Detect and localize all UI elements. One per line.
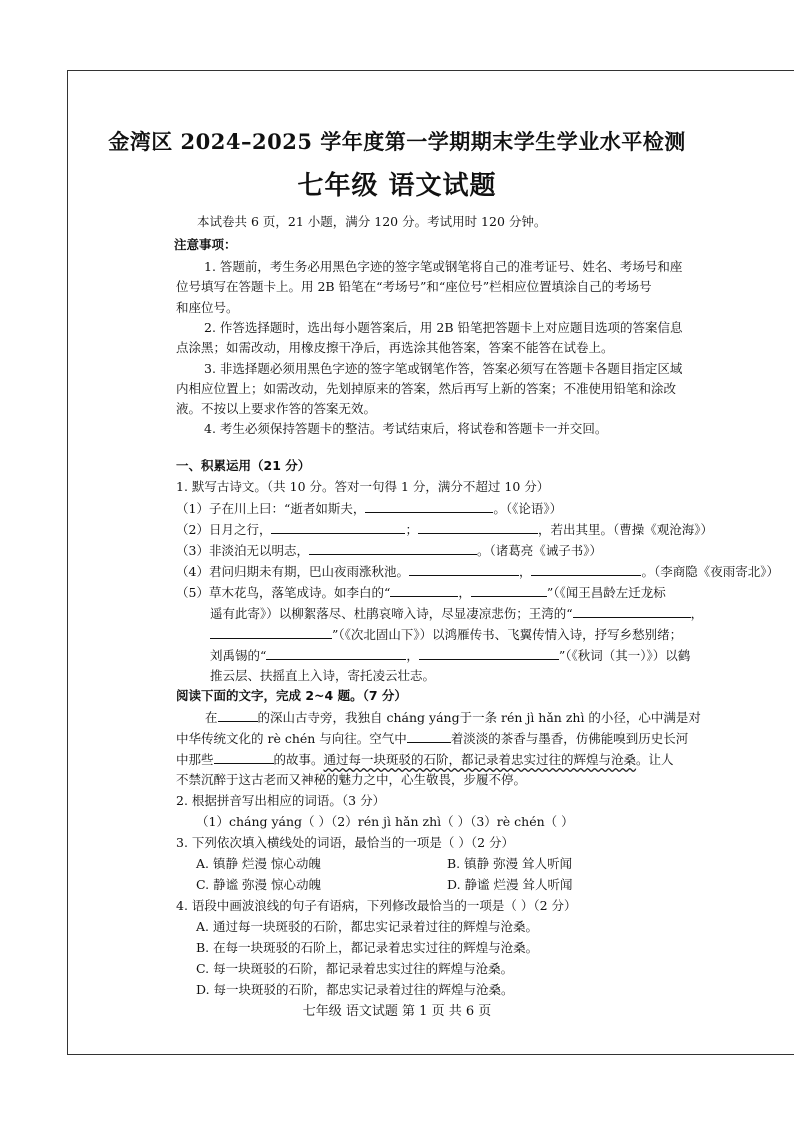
- note-line: 内相应位置上；如需改动，先划掉原来的答案，然后再写上新的答案；不准使用铅笔和涂改: [176, 381, 677, 396]
- question-2-answers: （1）cháng yáng（ ）（2）rén jì hǎn zhì（ ）（3）rè chén（ ）: [196, 814, 574, 829]
- answer-blank[interactable]: [407, 730, 451, 743]
- answer-blank[interactable]: [390, 584, 458, 597]
- page-footer: 七年级 语文试题 第 1 页 共 6 页: [302, 1004, 492, 1019]
- answer-blank[interactable]: [409, 563, 519, 576]
- answer-blank[interactable]: [419, 647, 559, 660]
- note-line: 2. 作答选择题时，选出每小题答案后，用 2B 铅笔把答题卡上对应题目选项的答案信息: [204, 320, 683, 335]
- answer-blank[interactable]: [214, 751, 274, 764]
- option-a[interactable]: A. 镇静 烂漫 惊心动魄: [196, 856, 321, 871]
- question-3-stem: 3. 下列依次填入横线处的词语，最恰当的一项是（ ）（2 分）: [176, 835, 515, 850]
- question-1-stem: 1. 默写古诗文。（共 10 分。答对一句得 1 分，满分不超过 10 分）: [176, 479, 550, 494]
- answer-blank[interactable]: [210, 626, 332, 639]
- answer-blank[interactable]: [365, 500, 493, 513]
- question-1-item-5: （5）草木花鸟，落笔成诗。如李白的“ ， ”（《闻王昌龄左迁龙标: [176, 585, 666, 600]
- question-1-item-5-line: ”（《次北固山下》）以鸿雁传书、飞翼传情入诗，抒写乡愁别绪；: [210, 626, 682, 643]
- question-1-item-3: （3）非淡泊无以明志， 。（诸葛亮《诫子书》）: [176, 543, 602, 558]
- note-line: 3. 非选择题必须用黑色字迹的签字笔或钢笔作答，答案必须写在答题卡各题目指定区域: [204, 361, 683, 376]
- question-4-stem: 4. 语段中画波浪线的句子有语病，下列修改最恰当的一项是（ ）（2 分）: [176, 898, 577, 913]
- answer-blank[interactable]: [309, 542, 477, 555]
- note-line: 位号填写在答题卡上。用 2B 铅笔在“考场号”和“座位号”栏相应位置填涂自己的考场号: [176, 279, 652, 294]
- option-d[interactable]: D. 静谧 烂漫 耸人听闻: [447, 877, 573, 892]
- reading-heading: 阅读下面的文字，完成 2~4 题。（7 分）: [176, 688, 407, 703]
- option-a[interactable]: A. 通过每一块斑驳的石阶，都忠实记录着过往的辉煌与沧桑。: [196, 919, 538, 934]
- note-line: 和座位号。: [176, 300, 239, 315]
- wavy-sentence: 通过每一块斑驳的石阶，都记录着忠实过往的辉煌与沧桑: [323, 752, 637, 767]
- intro-text: 本试卷共 6 页，21 小题，满分 120 分。考试用时 120 分钟。: [197, 214, 547, 229]
- answer-blank[interactable]: [471, 584, 547, 597]
- note-line: 点涂黑；如需改动，用橡皮擦干净后，再选涂其他答案，答案不能答在试卷上。: [176, 340, 614, 355]
- section-heading: 一、积累运用（21 分）: [176, 458, 311, 473]
- answer-blank[interactable]: [271, 521, 405, 534]
- reading-passage-line: 在 的深山古寺旁，我独自 cháng yáng于一条 rén jì hǎn zhì 的小径，心中满是对: [205, 710, 701, 725]
- option-c[interactable]: C. 每一块斑驳的石阶，都记录着忠实过往的辉煌与沧桑。: [196, 961, 514, 976]
- answer-blank[interactable]: [266, 647, 406, 660]
- option-c[interactable]: C. 静谧 弥漫 惊心动魄: [196, 877, 322, 892]
- reading-passage-line: 不禁沉醉于这古老而又神秘的魅力之中，心生敬畏，步履不停。: [176, 772, 527, 787]
- answer-blank[interactable]: [418, 521, 538, 534]
- option-b[interactable]: B. 镇静 弥漫 耸人听闻: [447, 856, 573, 871]
- question-1-item-5-line: 刘禹锡的“ ， ”（《秋词（其一）》）以鹤: [210, 648, 691, 663]
- note-line: 4. 考生必须保持答题卡的整洁。考试结束后，将试卷和答题卡一并交回。: [204, 421, 608, 436]
- exam-title: 金湾区 2024–2025 学年度第一学期期末学生学业水平检测: [108, 129, 686, 154]
- exam-subtitle: 七年级 语文试题: [297, 171, 497, 201]
- option-b[interactable]: B. 在每一块斑驳的石阶上，都记录着忠实过往的辉煌与沧桑。: [196, 940, 539, 955]
- reading-passage-line: 中华传统文化的 rè chén 与向往。空气中 着淡淡的茶香与墨香，仿佛能嗅到历史长河: [176, 731, 689, 746]
- question-1-item-2: （2）日月之行， ； ，若出其里。（曹操《观沧海》）: [176, 522, 713, 537]
- question-1-item-5-line: 推云层、扶摇直上入诗，寄托凌云壮志。: [210, 668, 436, 683]
- option-d[interactable]: D. 每一块斑驳的石阶，都忠实记录着过往的辉煌与沧桑。: [196, 982, 514, 997]
- note-line: 1. 答题前，考生务必用黑色字迹的签字笔或钢笔将自己的准考证号、姓名、考场号和座: [204, 259, 683, 274]
- answer-blank[interactable]: [218, 709, 258, 722]
- reading-passage-line: 中那些 的故事。通过每一块斑驳的石阶，都记录着忠实过往的辉煌与沧桑。让人: [176, 752, 674, 767]
- question-1-item-4: （4）君问归期未有期，巴山夜雨涨秋池。 ， 。（李商隐《夜雨寄北》）: [176, 564, 779, 579]
- question-1-item-5-line: 遥有此寄》）以柳絮落尽、杜鹃哀啼入诗，尽显凄凉悲伤；王湾的“ ，: [210, 606, 704, 621]
- answer-blank[interactable]: [531, 563, 641, 576]
- note-line: 液。不按以上要求作答的答案无效。: [176, 401, 377, 416]
- answer-blank[interactable]: [573, 605, 691, 618]
- notes-heading: 注意事项：: [174, 237, 237, 252]
- question-1-item-1: （1）子在川上曰：“逝者如斯夫， 。（《论语》）: [176, 501, 563, 516]
- question-2-stem: 2. 根据拼音写出相应的词语。（3 分）: [176, 793, 386, 808]
